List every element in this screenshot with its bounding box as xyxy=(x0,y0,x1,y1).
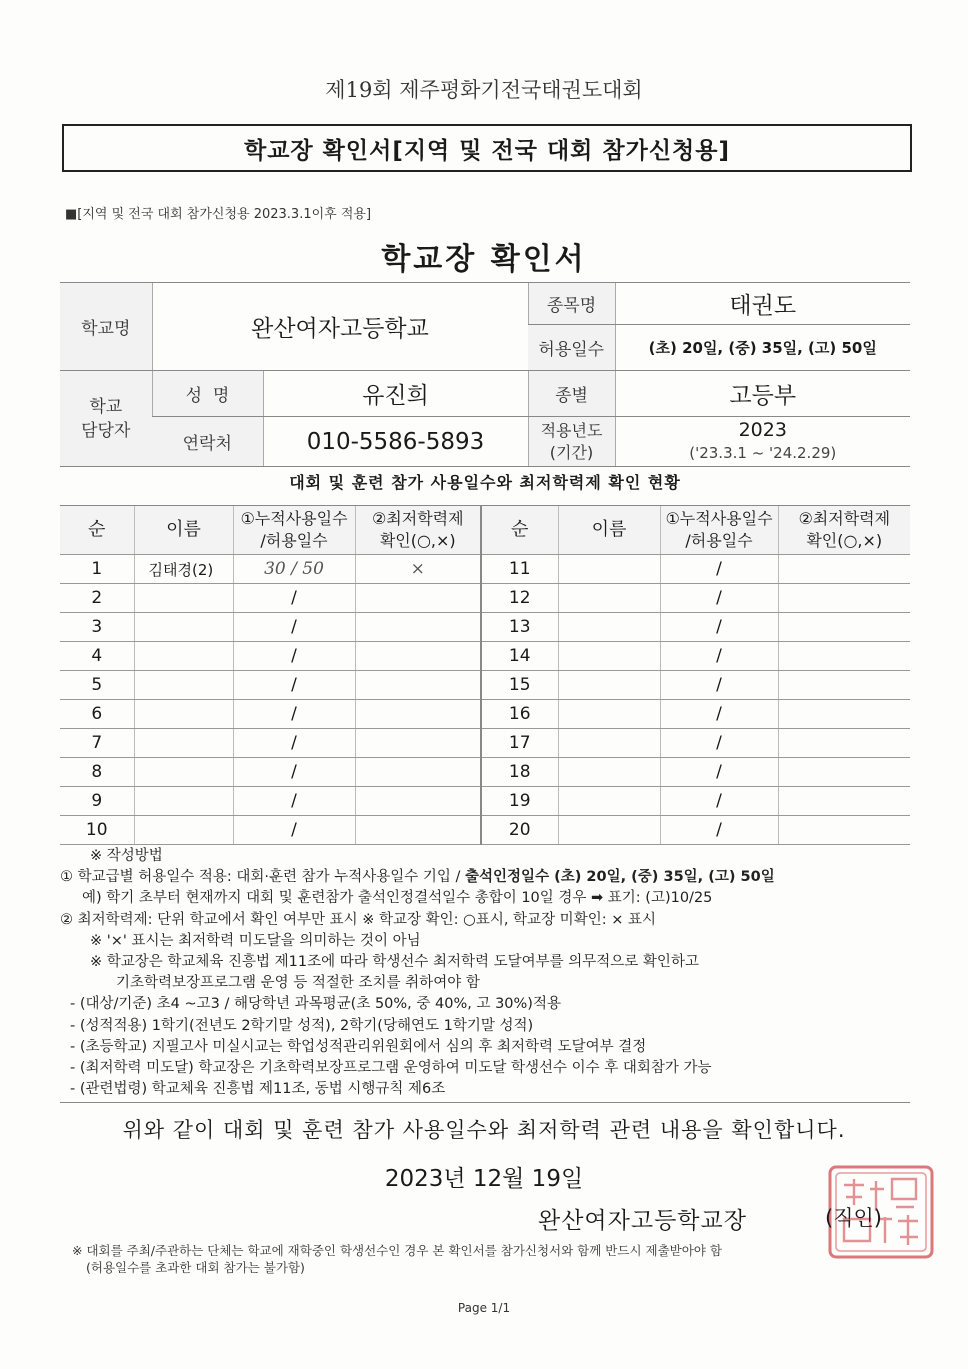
academic-check xyxy=(778,758,910,787)
sport-value: 태권도 xyxy=(615,283,910,325)
instruction-line: ※ '×' 표시는 최저학력 미도달을 의미하는 것이 아님 xyxy=(90,932,421,949)
row-number: 17 xyxy=(481,729,558,758)
table-row xyxy=(60,584,910,613)
student-name xyxy=(558,584,660,613)
confirmation-statement: 위와 같이 대회 및 훈련 참가 사용일수와 최저학력 관련 내용을 확인합니다. xyxy=(122,1118,846,1142)
table-row xyxy=(60,758,910,787)
used-days: / xyxy=(660,613,778,642)
used-days: / xyxy=(233,642,355,671)
student-name xyxy=(558,816,660,845)
row-number: 20 xyxy=(481,816,558,845)
instruction-line: ② 최저학력제: 단위 학교에서 확인 여부만 표시 ※ 학교장 확인: ○표시, 학교장 미확인: × 표시 xyxy=(60,911,656,928)
instruction-line: - (최저학력 미도달) 학교장은 기초학력보장프로그램 운영하여 미도달 학생선수 이수 후 대회참가 가능 xyxy=(70,1060,712,1077)
division-value: 고등부 xyxy=(615,371,910,417)
academic-check xyxy=(355,584,481,613)
academic-check xyxy=(355,700,481,729)
school-value: 완산여자고등학교 xyxy=(152,283,528,371)
used-days: / xyxy=(233,584,355,613)
page-number: Page 1/1 xyxy=(457,1301,511,1315)
year-label: 적용년도 (기간) xyxy=(528,417,615,467)
allowed-days-label: 허용일수 xyxy=(528,325,615,371)
academic-check xyxy=(778,613,910,642)
contact-label: 연락처 xyxy=(152,417,263,467)
row-number: 1 xyxy=(60,555,134,584)
used-days: / xyxy=(660,729,778,758)
used-days: / xyxy=(660,758,778,787)
footnote xyxy=(72,1242,722,1276)
row-number: 2 xyxy=(60,584,134,613)
student-name: 김태경(2) xyxy=(134,555,233,584)
header-name-right: 이름 xyxy=(558,506,660,555)
manager-label: 학교 담당자 xyxy=(60,371,152,467)
row-number: 15 xyxy=(481,671,558,700)
used-days: / xyxy=(233,671,355,700)
row-number: 19 xyxy=(481,787,558,816)
row-number: 12 xyxy=(481,584,558,613)
header-academic-left: ②최저학력제 확인(○,×) xyxy=(355,506,481,555)
manager-name-value: 유진희 xyxy=(263,371,528,417)
instruction-text: ① 학교급별 허용일수 적용: 대회·훈련 참가 누적사용일수 기입 / xyxy=(60,869,466,886)
student-name xyxy=(558,613,660,642)
school-label: 학교명 xyxy=(60,283,152,371)
student-name xyxy=(558,729,660,758)
used-days: / xyxy=(660,671,778,700)
instructions xyxy=(60,846,920,1100)
used-days: / xyxy=(233,700,355,729)
header-no-left: 순 xyxy=(60,506,134,555)
event-title: 제19회 제주평화기전국태권도대회 xyxy=(325,78,643,102)
academic-check: × xyxy=(355,555,481,584)
used-days: / xyxy=(233,729,355,758)
instruction-line: 예) 학기 초부터 현재까지 대회 및 훈련참가 출석인정결석일수 총합이 10일 경우 ➡ 표기: (고)10/25 xyxy=(82,890,713,907)
info-table xyxy=(60,282,910,467)
year-cell xyxy=(615,417,910,467)
instruction-line: - (성적적용) 1학기(전년도 2학기말 성적), 2학기(당해연도 1학기말 성적) xyxy=(70,1017,534,1034)
student-name xyxy=(134,758,233,787)
header-academic-right: ②최저학력제 확인(○,×) xyxy=(778,506,910,555)
signature-date: 2023년 12월 19일 xyxy=(384,1166,584,1192)
sport-label: 종목명 xyxy=(528,283,615,325)
row-number: 3 xyxy=(60,613,134,642)
academic-check xyxy=(355,729,481,758)
header-days-left: ①누적사용일수 /허용일수 xyxy=(233,506,355,555)
row-number: 11 xyxy=(481,555,558,584)
used-days: / xyxy=(233,787,355,816)
academic-check xyxy=(778,555,910,584)
used-days: / xyxy=(660,584,778,613)
form-title: 학교장 확인서[지역 및 전국 대회 참가신청용] xyxy=(244,137,730,164)
footnote-line: (허용일수를 초과한 대회 참가는 불가함) xyxy=(86,1260,305,1275)
academic-check xyxy=(778,642,910,671)
instruction-line: - (초등학교) 지필고사 미실시교는 학업성적관리위원회에서 심의 후 최저학력 도달여부 결정 xyxy=(70,1038,647,1055)
instruction-line: ※ 학교장은 학교체육 진흥법 제11조에 따라 학생선수 최저학력 도달여부를 의무적으로 확인하고 xyxy=(90,954,699,971)
allowed-days-value: (초) 20일, (중) 35일, (고) 50일 xyxy=(615,325,910,371)
academic-check xyxy=(778,700,910,729)
instruction-emphasis: 출석인정일수 (초) 20일, (중) 35일, (고) 50일 xyxy=(465,869,775,886)
participation-table xyxy=(60,505,910,845)
student-name xyxy=(558,642,660,671)
seal-mark: (직인) xyxy=(825,1206,882,1230)
row-number: 7 xyxy=(60,729,134,758)
student-name xyxy=(558,787,660,816)
academic-check xyxy=(778,787,910,816)
table-row xyxy=(60,613,910,642)
student-name xyxy=(134,787,233,816)
table-row xyxy=(60,729,910,758)
academic-check xyxy=(355,816,481,845)
division-label: 종별 xyxy=(528,371,615,417)
row-number: 6 xyxy=(60,700,134,729)
document-heading: 학교장 확인서 xyxy=(381,242,587,277)
header-days-right: ①누적사용일수 /허용일수 xyxy=(660,506,778,555)
academic-check xyxy=(355,642,481,671)
instruction-line: 기초학력보장프로그램 운영 등 적절한 조치를 취하여야 함 xyxy=(116,975,480,992)
table-row xyxy=(60,555,910,584)
used-days: / xyxy=(233,758,355,787)
instruction-line: - (대상/기준) 초4 ~고3 / 해당학년 과목평균(초 50%, 중 40%, 고 30%)적용 xyxy=(70,996,561,1013)
row-number: 5 xyxy=(60,671,134,700)
row-number: 16 xyxy=(481,700,558,729)
table-row xyxy=(60,700,910,729)
academic-check xyxy=(778,729,910,758)
table-row xyxy=(60,671,910,700)
section-title: 대회 및 훈련 참가 사용일수와 최저학력제 확인 현황 xyxy=(289,473,681,492)
header-name-left: 이름 xyxy=(134,506,233,555)
academic-check xyxy=(355,787,481,816)
student-name xyxy=(558,555,660,584)
academic-check xyxy=(355,671,481,700)
row-number: 13 xyxy=(481,613,558,642)
instructions-heading: ※ 작성방법 xyxy=(90,848,163,864)
student-name xyxy=(558,700,660,729)
used-days: / xyxy=(660,555,778,584)
student-name xyxy=(558,758,660,787)
header-no-right: 순 xyxy=(481,506,558,555)
table-row xyxy=(60,642,910,671)
instruction-line: - (관련법령) 학교체육 진흥법 제11조, 동법 시행규칙 제6조 xyxy=(70,1081,446,1098)
used-days: / xyxy=(660,787,778,816)
used-days: / xyxy=(660,816,778,845)
row-number: 18 xyxy=(481,758,558,787)
student-name xyxy=(134,613,233,642)
row-number: 10 xyxy=(60,816,134,845)
student-name xyxy=(134,816,233,845)
academic-check xyxy=(778,671,910,700)
year-period: ('23.3.1 ~ '24.2.29) xyxy=(689,444,837,462)
row-number: 4 xyxy=(60,642,134,671)
used-days: 30 / 50 xyxy=(233,555,355,584)
form-title-box xyxy=(62,124,912,172)
used-days: / xyxy=(660,700,778,729)
academic-check xyxy=(778,584,910,613)
instruction-line xyxy=(60,867,920,888)
scope-note: ■[지역 및 전국 대회 참가신청용 2023.3.1이후 적용] xyxy=(65,207,372,222)
academic-check xyxy=(778,816,910,845)
academic-check xyxy=(355,613,481,642)
student-name xyxy=(134,700,233,729)
row-number: 14 xyxy=(481,642,558,671)
student-name xyxy=(134,729,233,758)
divider xyxy=(60,1102,910,1103)
student-name xyxy=(134,584,233,613)
participation-rows xyxy=(60,555,910,845)
used-days: / xyxy=(233,816,355,845)
student-name xyxy=(134,642,233,671)
table-row xyxy=(60,787,910,816)
used-days: / xyxy=(233,613,355,642)
academic-check xyxy=(355,758,481,787)
contact-value: 010-5586-5893 xyxy=(263,417,528,467)
principal-name: 완산여자고등학교장 xyxy=(538,1208,747,1234)
row-number: 9 xyxy=(60,787,134,816)
name-label: 성 명 xyxy=(152,371,263,417)
student-name xyxy=(558,671,660,700)
table-row xyxy=(60,816,910,845)
footnote-line: ※ 대회를 주최/주관하는 단체는 학교에 재학중인 학생선수인 경우 본 확인서를 참가신청서와 함께 반드시 제출받아야 함 xyxy=(72,1243,722,1258)
row-number: 8 xyxy=(60,758,134,787)
used-days: / xyxy=(660,642,778,671)
year-value: 2023 xyxy=(738,419,787,441)
student-name xyxy=(134,671,233,700)
